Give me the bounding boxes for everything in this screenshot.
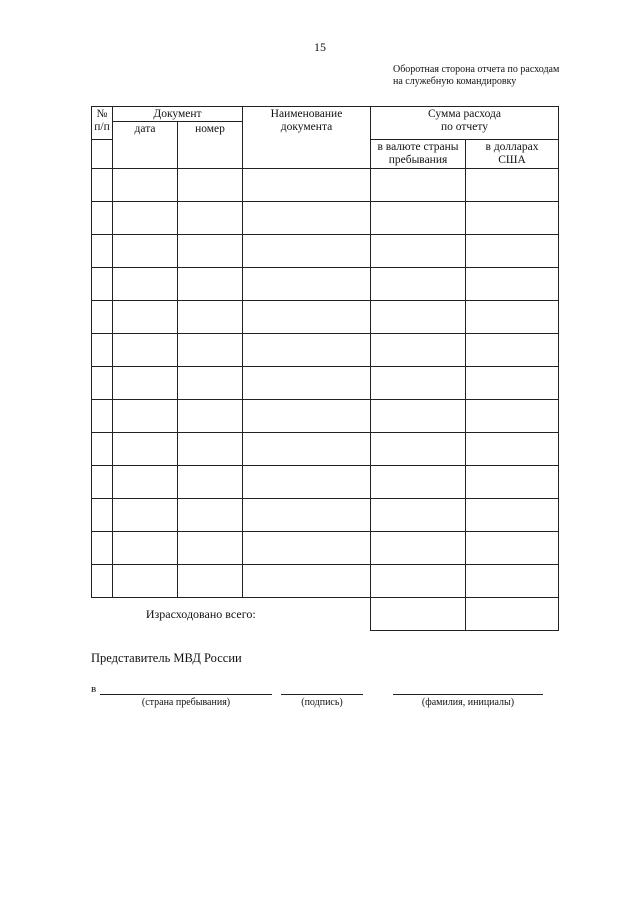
cell-local-amount[interactable]	[371, 433, 466, 466]
cell-doc-name[interactable]	[243, 400, 371, 433]
header-date: дата	[113, 122, 178, 169]
header-number-spacer	[92, 140, 113, 169]
total-label	[92, 598, 371, 631]
header-doc-name-line-1: Наименование	[270, 108, 343, 120]
header-number-line-1: №	[96, 108, 108, 120]
cell-doc-number[interactable]	[178, 532, 243, 565]
cell-date[interactable]	[113, 532, 178, 565]
cell-local-amount[interactable]	[371, 565, 466, 598]
cell-date[interactable]	[113, 334, 178, 367]
table-row	[92, 532, 559, 565]
total-row	[92, 598, 559, 631]
table-row	[92, 466, 559, 499]
cell-usd-amount[interactable]	[466, 235, 559, 268]
cell-number[interactable]	[92, 169, 113, 202]
caption-line-2: на служебную командировку	[393, 76, 517, 87]
cell-doc-number[interactable]	[178, 202, 243, 235]
cell-date[interactable]	[113, 466, 178, 499]
header-doc-name-line-2: документа	[280, 121, 333, 133]
cell-date[interactable]	[113, 202, 178, 235]
cell-doc-name[interactable]	[243, 202, 371, 235]
cell-doc-name[interactable]	[243, 268, 371, 301]
cell-doc-name[interactable]	[243, 301, 371, 334]
table-body	[92, 169, 559, 631]
cell-usd-amount[interactable]	[466, 334, 559, 367]
cell-doc-number[interactable]	[178, 301, 243, 334]
cell-usd-amount[interactable]	[466, 565, 559, 598]
cell-date[interactable]	[113, 301, 178, 334]
cell-number[interactable]	[92, 235, 113, 268]
cell-number[interactable]	[92, 268, 113, 301]
table-row	[92, 565, 559, 598]
cell-date[interactable]	[113, 367, 178, 400]
header-local-line-2: пребывания	[388, 154, 448, 166]
cell-doc-name[interactable]	[243, 499, 371, 532]
cell-local-amount[interactable]	[371, 301, 466, 334]
header-sum	[371, 107, 559, 140]
table-row	[92, 433, 559, 466]
cell-doc-name[interactable]	[243, 565, 371, 598]
total-usd-cell[interactable]	[466, 598, 559, 631]
header-doc-number: номер	[178, 122, 243, 169]
cell-number[interactable]	[92, 301, 113, 334]
cell-date[interactable]	[113, 499, 178, 532]
cell-doc-name[interactable]	[243, 169, 371, 202]
cell-doc-name[interactable]	[243, 235, 371, 268]
header-usd-line-2: США	[498, 154, 526, 166]
caption-line-1: Оборотная сторона отчета по расходам	[393, 64, 560, 75]
header-local-currency	[371, 140, 466, 169]
cell-usd-amount[interactable]	[466, 466, 559, 499]
header-doc-name	[243, 107, 371, 169]
header-sum-line-1: Сумма расхода	[428, 108, 501, 120]
cell-number[interactable]	[92, 466, 113, 499]
header-usd	[466, 140, 559, 169]
header-document: Документ	[113, 107, 243, 122]
cell-number[interactable]	[92, 334, 113, 367]
table-row	[92, 235, 559, 268]
cell-local-amount[interactable]	[371, 400, 466, 433]
signature-caption: (подпись)	[301, 697, 343, 708]
cell-date[interactable]	[113, 400, 178, 433]
cell-doc-number[interactable]	[178, 433, 243, 466]
cell-local-amount[interactable]	[371, 235, 466, 268]
country-caption: (страна пребывания)	[141, 697, 231, 708]
cell-date[interactable]	[113, 433, 178, 466]
cell-usd-amount[interactable]	[466, 367, 559, 400]
cell-doc-number[interactable]	[178, 499, 243, 532]
cell-usd-amount[interactable]	[466, 268, 559, 301]
cell-number[interactable]	[92, 433, 113, 466]
cell-doc-number[interactable]	[178, 268, 243, 301]
cell-doc-number[interactable]	[178, 400, 243, 433]
table-row	[92, 334, 559, 367]
cell-date[interactable]	[113, 268, 178, 301]
cell-doc-name[interactable]	[243, 532, 371, 565]
table-row	[92, 169, 559, 202]
cell-local-amount[interactable]	[371, 169, 466, 202]
cell-local-amount[interactable]	[371, 532, 466, 565]
table-row	[92, 367, 559, 400]
cell-doc-number[interactable]	[178, 334, 243, 367]
cell-doc-name[interactable]	[243, 334, 371, 367]
cell-doc-number[interactable]	[178, 367, 243, 400]
cell-doc-name[interactable]	[243, 367, 371, 400]
name-line[interactable]	[393, 694, 543, 695]
cell-doc-number[interactable]	[178, 466, 243, 499]
cell-number[interactable]	[92, 565, 113, 598]
cell-usd-amount[interactable]	[466, 301, 559, 334]
table-row	[92, 202, 559, 235]
cell-number[interactable]	[92, 367, 113, 400]
header-number	[92, 107, 113, 140]
cell-local-amount[interactable]	[371, 367, 466, 400]
representative-label: Представитель МВД России	[91, 651, 242, 665]
cell-usd-amount[interactable]	[466, 400, 559, 433]
cell-date[interactable]	[113, 235, 178, 268]
cell-local-amount[interactable]	[371, 202, 466, 235]
table-row	[92, 301, 559, 334]
table-row	[92, 268, 559, 301]
signature-line[interactable]	[281, 694, 363, 695]
cell-number[interactable]	[92, 499, 113, 532]
cell-number[interactable]	[92, 400, 113, 433]
cell-usd-amount[interactable]	[466, 202, 559, 235]
cell-doc-name[interactable]	[243, 466, 371, 499]
cell-local-amount[interactable]	[371, 268, 466, 301]
cell-date[interactable]	[113, 169, 178, 202]
total-label-text: Израсходовано всего:	[145, 606, 256, 621]
cell-usd-amount[interactable]	[466, 169, 559, 202]
header-sum-line-2: по отчету	[441, 121, 488, 133]
table-row	[92, 499, 559, 532]
page-number: 15	[314, 40, 326, 54]
cell-local-amount[interactable]	[371, 466, 466, 499]
cell-usd-amount[interactable]	[466, 433, 559, 466]
cell-usd-amount[interactable]	[466, 532, 559, 565]
country-line[interactable]	[100, 694, 272, 695]
signature-prefix: в	[91, 683, 97, 695]
cell-doc-number[interactable]	[178, 565, 243, 598]
cell-number[interactable]	[92, 532, 113, 565]
cell-usd-amount[interactable]	[466, 499, 559, 532]
cell-doc-name[interactable]	[243, 433, 371, 466]
cell-local-amount[interactable]	[371, 334, 466, 367]
header-local-line-1: в валюте страны	[377, 141, 459, 153]
header-usd-line-1: в долларах	[485, 141, 539, 153]
form-caption	[393, 64, 559, 88]
expense-table	[91, 106, 559, 631]
cell-local-amount[interactable]	[371, 499, 466, 532]
cell-date[interactable]	[113, 565, 178, 598]
total-local-cell[interactable]	[371, 598, 466, 631]
table-row	[92, 400, 559, 433]
cell-doc-number[interactable]	[178, 235, 243, 268]
cell-number[interactable]	[92, 202, 113, 235]
cell-doc-number[interactable]	[178, 169, 243, 202]
name-caption: (фамилия, инициалы)	[421, 697, 515, 708]
header-number-line-2: п/п	[94, 121, 110, 133]
